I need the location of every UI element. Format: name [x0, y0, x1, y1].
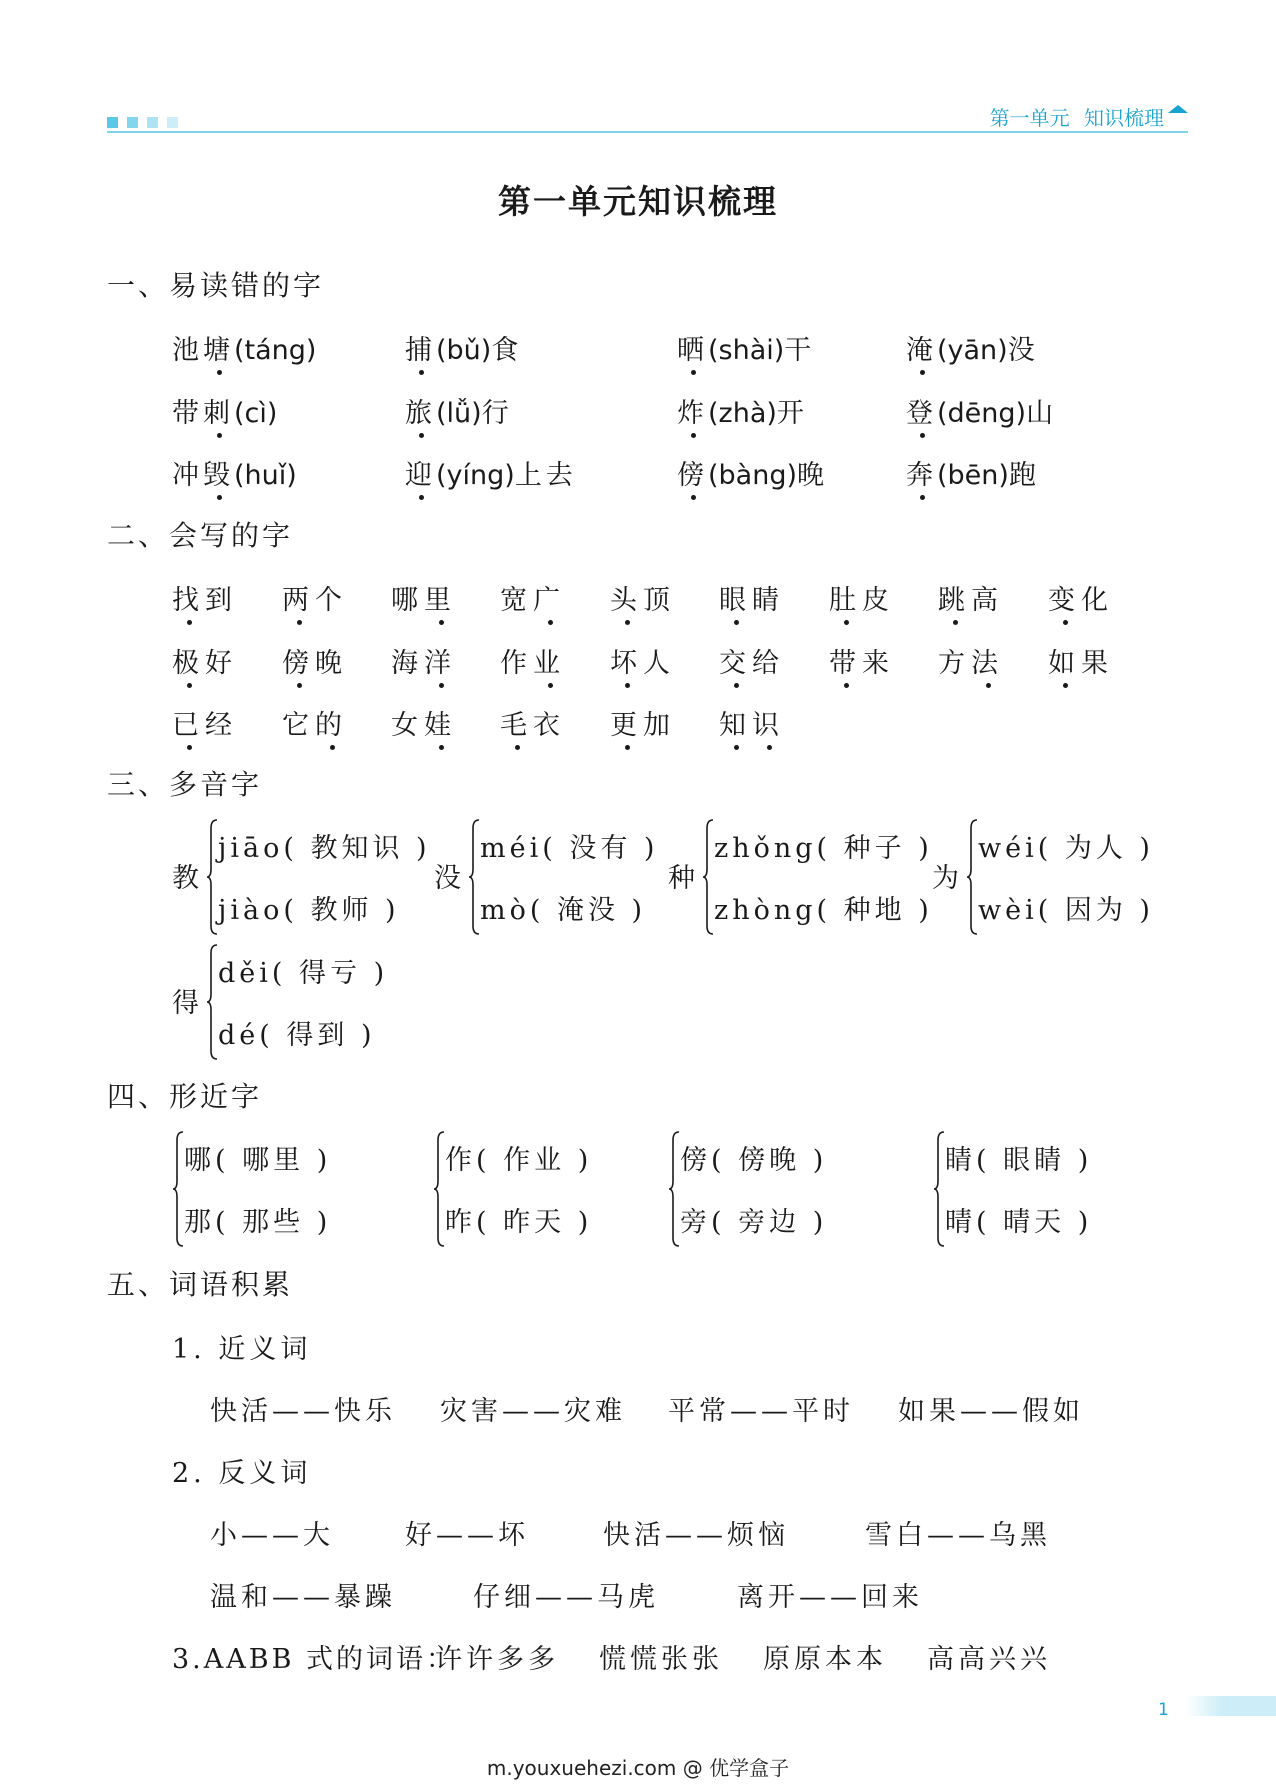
misread-suffix: 没 [1007, 335, 1039, 366]
similar-line-2: 那( 那些 ) [184, 1207, 332, 1238]
word-char: 识 [752, 710, 785, 741]
misread-pinyin: (yíng) [436, 460, 515, 491]
word-char: 带 [829, 648, 862, 679]
word-item [391, 703, 457, 742]
word-item [391, 578, 457, 617]
misread-item [405, 328, 522, 367]
graduation-cap-icon [1168, 105, 1188, 113]
brace-icon [172, 1130, 184, 1248]
page-title: 第一单元知识梳理 [498, 182, 778, 221]
word-char: 两 [282, 585, 315, 616]
word-char: 晚 [315, 648, 348, 679]
misread-suffix: 食 [491, 335, 523, 366]
misread-item [906, 328, 1039, 367]
brace-icon [206, 943, 218, 1061]
word-item [282, 641, 348, 680]
misread-item [677, 453, 828, 492]
word-item [610, 641, 676, 680]
footer-watermark: m.youxuehezi.com @ 优学盒子 [486, 1756, 790, 1780]
word-char: 找 [172, 585, 205, 616]
polyphone-reading-2: wèi( 因为 ) [978, 895, 1154, 926]
word-char: 女 [391, 710, 424, 741]
antonym-pair: 快活——烦恼 [603, 1520, 789, 1551]
word-char: 作 [500, 648, 533, 679]
word-char: 海 [391, 648, 424, 679]
word-char: 里 [424, 585, 457, 616]
misread-char: 毁 [203, 460, 234, 491]
word-item [719, 578, 785, 617]
header-unit: 第一单元 [989, 106, 1070, 130]
misread-pinyin: (zhà) [708, 398, 777, 429]
word-char: 极 [172, 648, 205, 679]
similar-line-2: 旁( 旁边 ) [680, 1207, 828, 1238]
misread-char: 塘 [203, 335, 234, 366]
misread-char: 奔 [906, 460, 937, 491]
misread-suffix: 晚 [797, 460, 829, 491]
antonym-pair: 离开——回来 [737, 1582, 923, 1613]
aabb-heading: 3.AABB 式的词语： [172, 1644, 457, 1675]
word-char: 果 [1081, 648, 1114, 679]
word-char: 毛 [500, 710, 533, 741]
misread-char: 捕 [405, 335, 436, 366]
footer-decoration [1185, 1696, 1276, 1716]
similar-line-1: 哪( 哪里 ) [184, 1145, 332, 1176]
section-2-heading: 二、会写的字 [107, 519, 294, 552]
misread-pinyin: (cì) [234, 398, 278, 429]
misread-item [172, 328, 316, 367]
word-char: 如 [1048, 648, 1081, 679]
word-char: 经 [205, 710, 238, 741]
similar-line-1: 傍( 傍晚 ) [680, 1145, 828, 1176]
polyphone-reading-1: zhǒng( 种子 ) [714, 833, 933, 864]
misread-suffix: 行 [481, 398, 513, 429]
misread-pinyin: (dēng) [937, 398, 1027, 429]
word-char: 已 [172, 710, 205, 741]
misread-suffix: 跑 [1008, 460, 1040, 491]
word-char: 到 [205, 585, 238, 616]
word-item [391, 641, 457, 680]
aabb-word: 许许多多 [435, 1644, 559, 1675]
word-char: 给 [752, 648, 785, 679]
section-3-heading: 三、多音字 [107, 768, 263, 801]
misread-pinyin: (bàng) [708, 460, 798, 491]
antonyms-heading: 2. 反义词 [172, 1458, 312, 1489]
word-char: 法 [971, 648, 1004, 679]
word-char: 娃 [424, 710, 457, 741]
misread-suffix: 上去 [514, 460, 577, 491]
misread-pinyin: (shài) [708, 335, 785, 366]
word-char: 交 [719, 648, 752, 679]
word-char: 方 [938, 648, 971, 679]
brace-icon [468, 818, 480, 936]
word-item [172, 578, 238, 617]
word-item [719, 703, 785, 742]
word-char: 洋 [424, 648, 457, 679]
word-item [172, 641, 238, 680]
antonym-pair: 温和——暴躁 [210, 1582, 396, 1613]
polyphone-char: 得 [172, 988, 199, 1019]
polyphone-reading-2: dé( 得到 ) [218, 1020, 376, 1051]
word-item [610, 703, 676, 742]
misread-pinyin: (bēn) [937, 460, 1009, 491]
brace-icon [702, 818, 714, 936]
misread-char: 晒 [677, 335, 708, 366]
word-char: 个 [315, 585, 348, 616]
word-item [1048, 578, 1114, 617]
misread-prefix: 池 [172, 335, 203, 366]
synonym-pair: 平常——平时 [668, 1396, 854, 1427]
misread-pinyin: (bǔ) [436, 335, 492, 366]
synonym-pair: 如果——假如 [898, 1396, 1084, 1427]
word-char: 宽 [500, 585, 533, 616]
header-title [990, 102, 1188, 131]
word-char: 广 [533, 585, 566, 616]
antonym-pair: 好——坏 [405, 1520, 529, 1551]
word-item [500, 641, 566, 680]
misread-suffix: 干 [784, 335, 816, 366]
word-char: 衣 [533, 710, 566, 741]
polyphone-reading-2: jiào( 教师 ) [218, 895, 400, 926]
polyphone-char: 为 [932, 863, 959, 894]
polyphone-char: 教 [172, 863, 199, 894]
similar-line-1: 作( 作业 ) [445, 1145, 593, 1176]
antonym-pair: 仔细——马虎 [473, 1582, 659, 1613]
word-item [500, 578, 566, 617]
word-char: 高 [971, 585, 1004, 616]
word-char: 眼 [719, 585, 752, 616]
word-char: 跳 [938, 585, 971, 616]
polyphone-reading-2: mò( 淹没 ) [480, 895, 647, 926]
word-item [282, 703, 348, 742]
section-5-heading: 五、词语积累 [107, 1268, 294, 1301]
misread-char: 刺 [203, 398, 234, 429]
word-char: 哪 [391, 585, 424, 616]
polyphone-reading-1: méi( 没有 ) [480, 833, 659, 864]
word-item [610, 578, 676, 617]
misread-item [172, 453, 297, 492]
misread-suffix: 开 [776, 398, 808, 429]
misread-pinyin: (táng) [234, 335, 317, 366]
misread-char: 炸 [677, 398, 708, 429]
page-number: 1 [1158, 1700, 1169, 1720]
header-rule [107, 131, 1188, 133]
brace-icon [668, 1130, 680, 1248]
polyphone-reading-1: wéi( 为人 ) [978, 833, 1154, 864]
misread-item [677, 328, 815, 367]
word-char: 傍 [282, 648, 315, 679]
similar-line-2: 昨( 昨天 ) [445, 1207, 593, 1238]
polyphone-reading-1: jiāo( 教知识 ) [218, 833, 431, 864]
section-4-heading: 四、形近字 [107, 1080, 263, 1113]
polyphone-reading-2: zhòng( 种地 ) [714, 895, 933, 926]
word-item [500, 703, 566, 742]
misread-item [906, 391, 1057, 430]
brace-icon [966, 818, 978, 936]
word-char: 知 [719, 710, 752, 741]
word-char: 化 [1081, 585, 1114, 616]
antonym-pair: 雪白——乌黑 [865, 1520, 1051, 1551]
word-char: 来 [862, 648, 895, 679]
word-char: 坏 [610, 648, 643, 679]
word-char: 更 [610, 710, 643, 741]
synonym-pair: 快活——快乐 [210, 1396, 396, 1427]
misread-item [405, 453, 577, 492]
word-char: 的 [315, 710, 348, 741]
brace-icon [933, 1130, 945, 1248]
misread-char: 淹 [906, 335, 937, 366]
word-item [719, 641, 785, 680]
word-char: 人 [643, 648, 676, 679]
misread-pinyin: (yān) [937, 335, 1008, 366]
word-char: 顶 [643, 585, 676, 616]
word-item [829, 578, 895, 617]
misread-prefix: 带 [172, 398, 203, 429]
misread-prefix: 冲 [172, 460, 203, 491]
misread-pinyin: (huǐ) [234, 460, 297, 491]
word-item [938, 578, 1004, 617]
misread-char: 迎 [405, 460, 436, 491]
polyphone-char: 没 [434, 863, 461, 894]
word-char: 睛 [752, 585, 785, 616]
header-label: 知识梳理 [1084, 106, 1164, 130]
misread-item [906, 453, 1040, 492]
misread-char: 傍 [677, 460, 708, 491]
word-char: 头 [610, 585, 643, 616]
synonym-pair: 灾害——灾难 [440, 1396, 626, 1427]
word-char: 变 [1048, 585, 1081, 616]
misread-pinyin: (lǚ) [436, 398, 482, 429]
brace-icon [433, 1130, 445, 1248]
similar-line-1: 睛( 眼睛 ) [945, 1145, 1093, 1176]
misread-char: 登 [906, 398, 937, 429]
word-item [282, 578, 348, 617]
word-item [938, 641, 1004, 680]
misread-suffix: 山 [1026, 398, 1058, 429]
synonyms-heading: 1. 近义词 [172, 1334, 312, 1365]
similar-line-2: 晴( 晴天 ) [945, 1207, 1093, 1238]
antonym-pair: 小——大 [210, 1520, 334, 1551]
word-char: 肚 [829, 585, 862, 616]
section-1-heading: 一、易读错的字 [107, 269, 325, 302]
aabb-word: 慌慌张张 [599, 1644, 723, 1675]
polyphone-char: 种 [668, 863, 695, 894]
word-char: 它 [282, 710, 315, 741]
word-char: 好 [205, 648, 238, 679]
word-char: 加 [643, 710, 676, 741]
misread-item [405, 391, 513, 430]
aabb-word: 高高兴兴 [927, 1644, 1051, 1675]
misread-char: 旅 [405, 398, 436, 429]
word-char: 皮 [862, 585, 895, 616]
aabb-word: 原原本本 [763, 1644, 887, 1675]
polyphone-reading-1: děi( 得亏 ) [218, 958, 389, 989]
word-char: 业 [533, 648, 566, 679]
header-decoration [107, 113, 187, 125]
word-item [1048, 641, 1114, 680]
misread-item [677, 391, 808, 430]
word-item [829, 641, 895, 680]
misread-item [172, 391, 277, 430]
word-item [172, 703, 238, 742]
brace-icon [206, 818, 218, 936]
